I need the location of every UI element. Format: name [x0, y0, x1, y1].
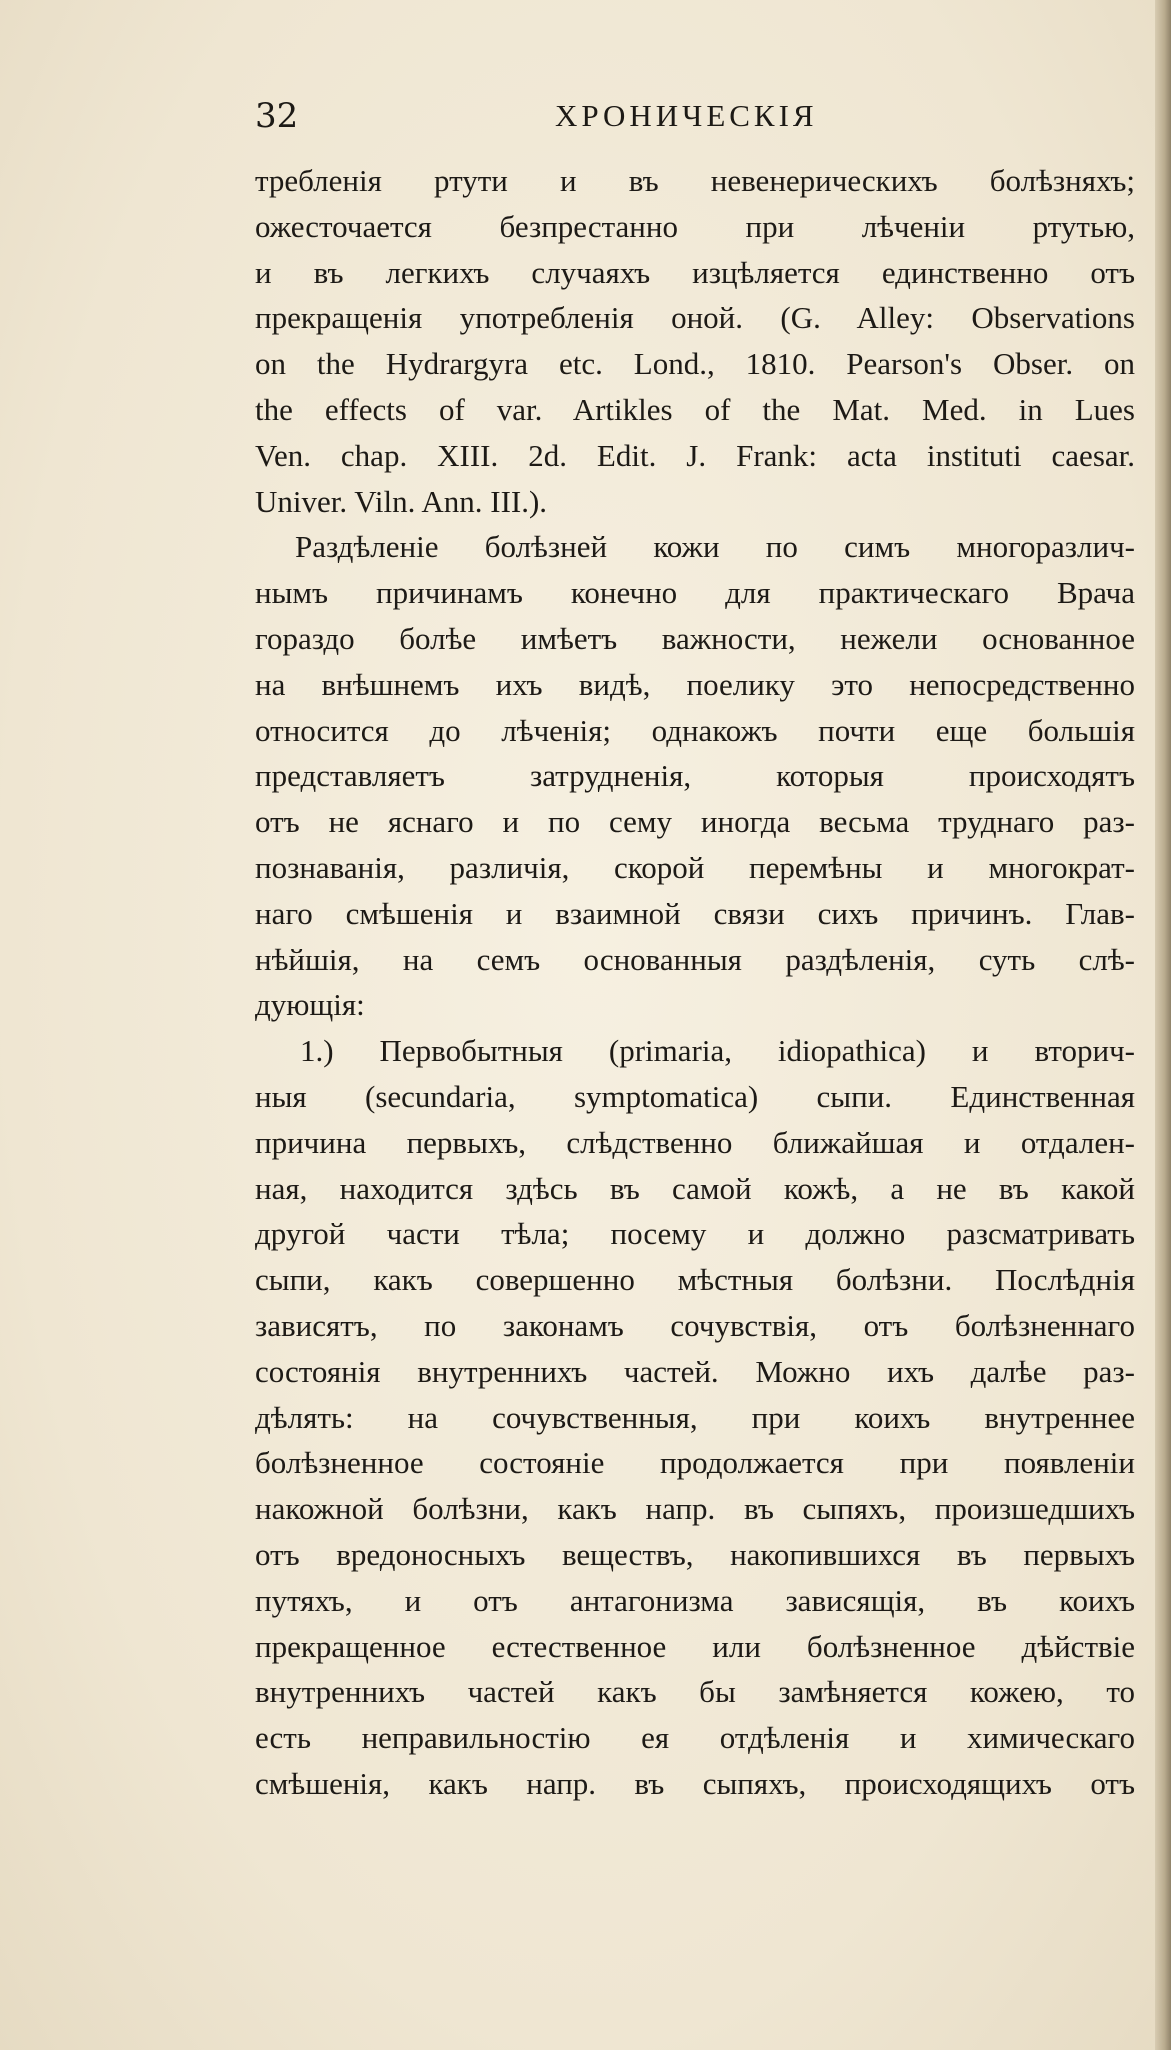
text-line: болѣзненное состояніе продолжается при появленіи	[255, 1445, 1135, 1481]
text-line: Раздѣленіе болѣзней кожи по симъ многоразлич-	[295, 529, 1135, 565]
text-line: Univer. Viln. Ann. III.).	[255, 483, 548, 519]
text-line: прекращенія употребленія оной. (G. Alley: Observations	[255, 300, 1135, 336]
text-line: познаванія, различія, скорой перемѣны и многократ-	[255, 849, 1135, 885]
text-line: и въ легкихъ случаяхъ изцѣляется единственно отъ	[255, 254, 1135, 290]
text-line: ожесточается безпрестанно при лѣченіи ртутью,	[255, 208, 1135, 244]
text-line: отъ не яснаго и по сему иногда весьма труднаго раз-	[255, 804, 1135, 840]
text-line: состоянія внутреннихъ частей. Можно ихъ далѣе раз-	[255, 1353, 1135, 1389]
text-line: нымъ причинамъ конечно для практическаго Врача	[255, 575, 1135, 611]
text-line: наго смѣшенія и взаимной связи сихъ причинъ. Глав-	[255, 895, 1135, 931]
text-line: гораздо болѣе имѣетъ важности, нежели основанное	[255, 620, 1135, 656]
page-number: 32	[255, 96, 299, 136]
text-line: прекращенное естественное или болѣзненное дѣйствіе	[255, 1628, 1135, 1664]
text-line: относится до лѣченія; однакожъ почти еще большія	[255, 712, 1135, 748]
text-line: on the Hydrargyra etc. Lond., 1810. Pearson's Obser. on	[255, 346, 1135, 382]
text-line: представляетъ затрудненія, которыя происходятъ	[255, 758, 1135, 794]
text-line: путяхъ, и отъ антагонизма зависящія, въ коихъ	[255, 1582, 1135, 1618]
text-line: смѣшенія, какъ напр. въ сыпяхъ, происходящихъ отъ	[255, 1765, 1135, 1801]
text-line: сыпи, какъ совершенно мѣстныя болѣзни. Послѣднія	[255, 1262, 1135, 1298]
text-line: ныя (secundaria, symptomatica) сыпи. Единственная	[255, 1078, 1135, 1114]
text-line: отъ вредоносныхъ веществъ, накопившихся въ первыхъ	[255, 1536, 1135, 1572]
text-line: внутреннихъ частей какъ бы замѣняется кожею, то	[255, 1674, 1135, 1710]
text-line: требленія ртути и въ невенерическихъ болѣзняхъ;	[255, 163, 1135, 198]
text-line: дѣлять: на сочувственныя, при коихъ внутреннее	[255, 1399, 1135, 1435]
text-line: Ven. chap. XIII. 2d. Edit. J. Frank: acta instituti caesar.	[255, 437, 1135, 473]
text-line: дующія:	[255, 987, 365, 1023]
text-line: на внѣшнемъ ихъ видѣ, поелику это непосредственно	[255, 666, 1135, 702]
body-text	[255, 158, 1135, 1807]
text-line: нѣйшія, на семъ основанныя раздѣленія, суть слѣ-	[255, 941, 1135, 977]
text-line: есть неправильностію ея отдѣленія и химическаго	[255, 1720, 1135, 1756]
text-line: 1.) Первобытныя (primaria, idiopathica) и вторич-	[300, 1033, 1135, 1069]
running-head: ХРОНИЧЕСКІЯ	[555, 98, 818, 133]
text-line: накожной болѣзни, какъ напр. въ сыпяхъ, произшедшихъ	[255, 1491, 1135, 1527]
page-header	[255, 96, 1135, 146]
text-line: ная, находится здѣсь въ самой кожѣ, а не въ какой	[255, 1170, 1135, 1206]
text-line: зависятъ, по законамъ сочувствія, отъ болѣзненнаго	[255, 1307, 1135, 1343]
page-edge	[1155, 0, 1171, 2050]
text-line: причина первыхъ, слѣдственно ближайшая и отдален-	[255, 1124, 1135, 1160]
text-line: the effects of var. Artikles of the Mat. Med. in Lues	[255, 391, 1135, 427]
text-line: другой части тѣла; посему и должно разсматривать	[255, 1216, 1135, 1252]
